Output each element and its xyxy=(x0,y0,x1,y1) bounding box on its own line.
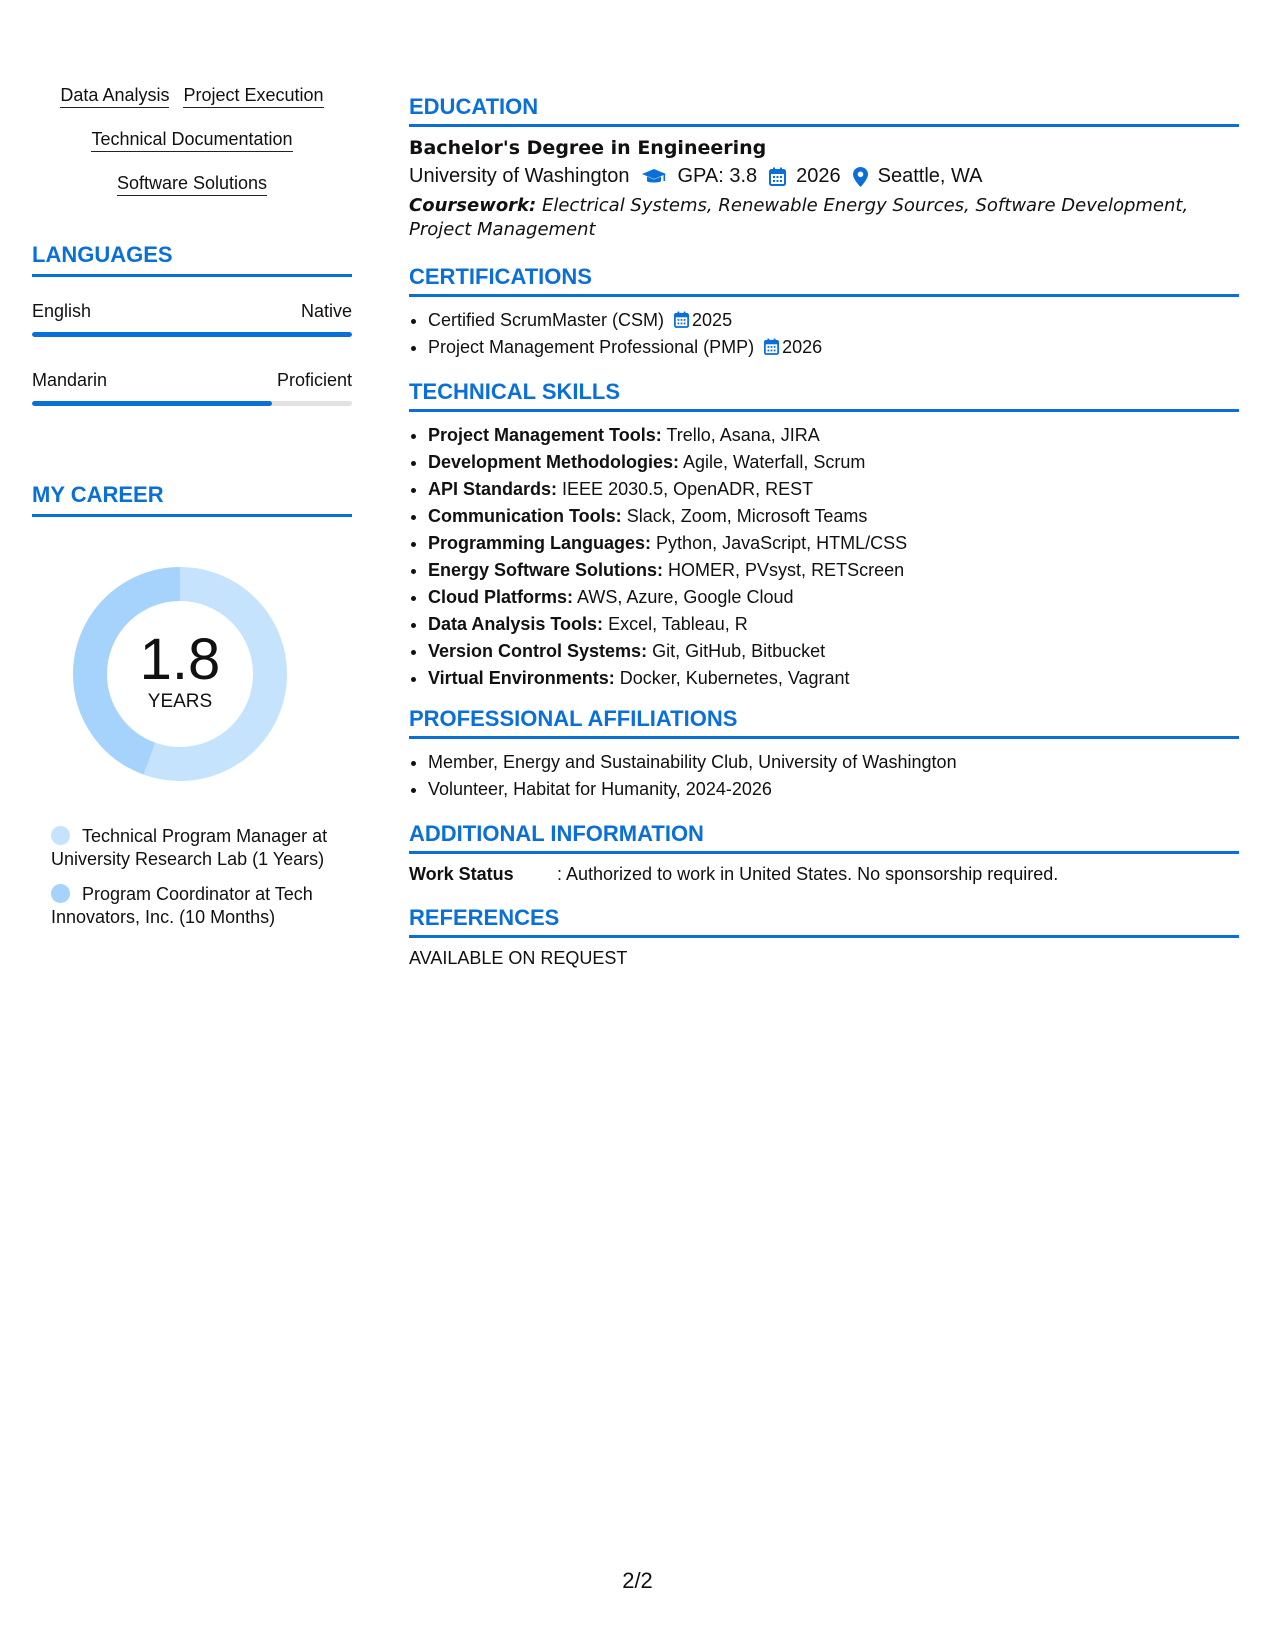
skill-item xyxy=(428,476,1239,503)
career-heading: MY CAREER xyxy=(32,482,352,517)
calendar-icon xyxy=(769,167,786,186)
certifications-list xyxy=(409,307,1239,361)
additional-info-section xyxy=(409,821,1239,885)
language-proficiency-fill xyxy=(32,332,352,337)
skill-value: Trello, Asana, JIRA xyxy=(666,425,820,445)
language-item xyxy=(32,370,352,406)
language-item xyxy=(32,301,352,337)
certification-year: 2025 xyxy=(692,310,733,330)
career-legend-dot xyxy=(51,884,70,903)
page-number: 2/2 xyxy=(622,1568,653,1593)
work-status xyxy=(409,864,1239,885)
skill-label: Programming Languages: xyxy=(428,533,652,553)
coursework-list: Electrical Systems, Renewable Energy Sources, Software Development, Project Management xyxy=(409,195,1189,240)
skill-label: Communication Tools: xyxy=(428,506,622,526)
skill-label: Energy Software Solutions: xyxy=(428,560,664,580)
career-item-text: Program Coordinator at Tech Innovators, Inc. (10 Months) xyxy=(51,884,313,927)
coursework-label: Coursework: xyxy=(409,195,537,216)
skill-label: Cloud Platforms: xyxy=(428,587,574,607)
skill-value: AWS, Azure, Google Cloud xyxy=(577,587,794,607)
skill-label: Development Methodologies: xyxy=(428,452,680,472)
calendar-icon xyxy=(764,338,779,355)
coursework xyxy=(409,194,1239,242)
affiliation-item: • Member, Energy and Sustainability Club, University of Washington xyxy=(428,749,1239,776)
skill-value: Excel, Tableau, R xyxy=(608,614,748,634)
work-status-label: Work Status xyxy=(409,864,514,884)
technical-skills-list xyxy=(409,422,1239,692)
affiliations-section xyxy=(409,706,1239,803)
skill-item xyxy=(428,422,1239,449)
language-proficiency-bar xyxy=(32,332,352,337)
language-proficiency-bar xyxy=(32,401,352,406)
skill-item xyxy=(428,503,1239,530)
references-text: AVAILABLE ON REQUEST xyxy=(409,948,628,968)
graduation-cap-icon xyxy=(641,168,667,186)
language-level: Native xyxy=(300,301,352,321)
skill-tag: Project Execution xyxy=(183,86,323,108)
skill-value: Agile, Waterfall, Scrum xyxy=(683,452,866,472)
location-pin-icon xyxy=(853,167,868,187)
career-list xyxy=(51,825,331,929)
skill-label: API Standards: xyxy=(428,479,558,499)
main-content xyxy=(409,94,1239,991)
skill-tag: Technical Documentation xyxy=(91,130,292,152)
skill-item xyxy=(428,530,1239,557)
skill-label: Version Control Systems: xyxy=(428,641,648,661)
technical-skills-heading: TECHNICAL SKILLS xyxy=(409,379,1239,412)
career-item xyxy=(51,883,331,929)
skill-tags xyxy=(32,86,352,218)
additional-info-heading: ADDITIONAL INFORMATION xyxy=(409,821,1239,854)
affiliations-heading: PROFESSIONAL AFFILIATIONS xyxy=(409,706,1239,739)
career-total-unit: YEARS xyxy=(147,691,213,712)
career-legend-dot xyxy=(51,826,70,845)
skill-value: Slack, Zoom, Microsoft Teams xyxy=(626,506,868,526)
affiliation-item: • Volunteer, Habitat for Humanity, 2024-2026 xyxy=(428,776,1239,803)
technical-skills-section xyxy=(409,379,1239,692)
skill-item xyxy=(428,665,1239,692)
languages-heading: LANGUAGES xyxy=(32,242,352,277)
degree-title: Bachelor's Degree in Engineering xyxy=(409,137,767,159)
references-section xyxy=(409,905,1239,969)
skill-item xyxy=(428,557,1239,584)
school-name: University of Washington xyxy=(409,165,630,187)
skill-label: Data Analysis Tools: xyxy=(428,614,604,634)
career-total-years: 1.8 xyxy=(139,627,221,692)
language-proficiency-fill xyxy=(32,401,272,406)
certification-name: Certified ScrumMaster (CSM) xyxy=(428,310,665,330)
skill-value: HOMER, PVsyst, RETScreen xyxy=(668,560,905,580)
education-heading: EDUCATION xyxy=(409,94,1239,127)
language-name: Mandarin xyxy=(32,370,108,390)
certification-name: Project Management Professional (PMP) xyxy=(428,337,755,357)
career-item xyxy=(51,825,331,871)
certification-year: 2026 xyxy=(782,337,823,357)
education-details xyxy=(409,165,1239,188)
certification-item xyxy=(428,307,1239,334)
graduation-year: 2026 xyxy=(796,165,841,187)
skill-value: Git, GitHub, Bitbucket xyxy=(652,641,826,661)
sidebar xyxy=(32,86,352,941)
skill-item xyxy=(428,611,1239,638)
calendar-icon xyxy=(674,311,689,328)
skill-tag: Software Solutions xyxy=(117,174,267,196)
education-section xyxy=(409,94,1239,242)
skill-value: Docker, Kubernetes, Vagrant xyxy=(619,668,850,688)
skill-value: Python, JavaScript, HTML/CSS xyxy=(656,533,908,553)
skill-item xyxy=(428,449,1239,476)
career-donut-chart xyxy=(65,559,295,789)
career-item-text: Technical Program Manager at University Research Lab (1 Years) xyxy=(51,826,328,869)
affiliations-list xyxy=(409,749,1239,803)
language-level: Proficient xyxy=(276,370,352,390)
gpa: GPA: 3.8 xyxy=(677,165,758,187)
skill-item xyxy=(428,584,1239,611)
certifications-heading: CERTIFICATIONS xyxy=(409,264,1239,297)
certification-item xyxy=(428,334,1239,361)
skill-tag: Data Analysis xyxy=(60,86,169,108)
school-location: Seattle, WA xyxy=(877,165,983,187)
skill-label: Project Management Tools: xyxy=(428,425,662,445)
references-heading: REFERENCES xyxy=(409,905,1239,938)
skill-item xyxy=(428,638,1239,665)
work-status-value: : Authorized to work in United States. No sponsorship required. xyxy=(557,864,1059,884)
skill-value: IEEE 2030.5, OpenADR, REST xyxy=(562,479,814,499)
skill-label: Virtual Environments: xyxy=(428,668,615,688)
certifications-section xyxy=(409,264,1239,361)
language-name: English xyxy=(32,301,92,321)
